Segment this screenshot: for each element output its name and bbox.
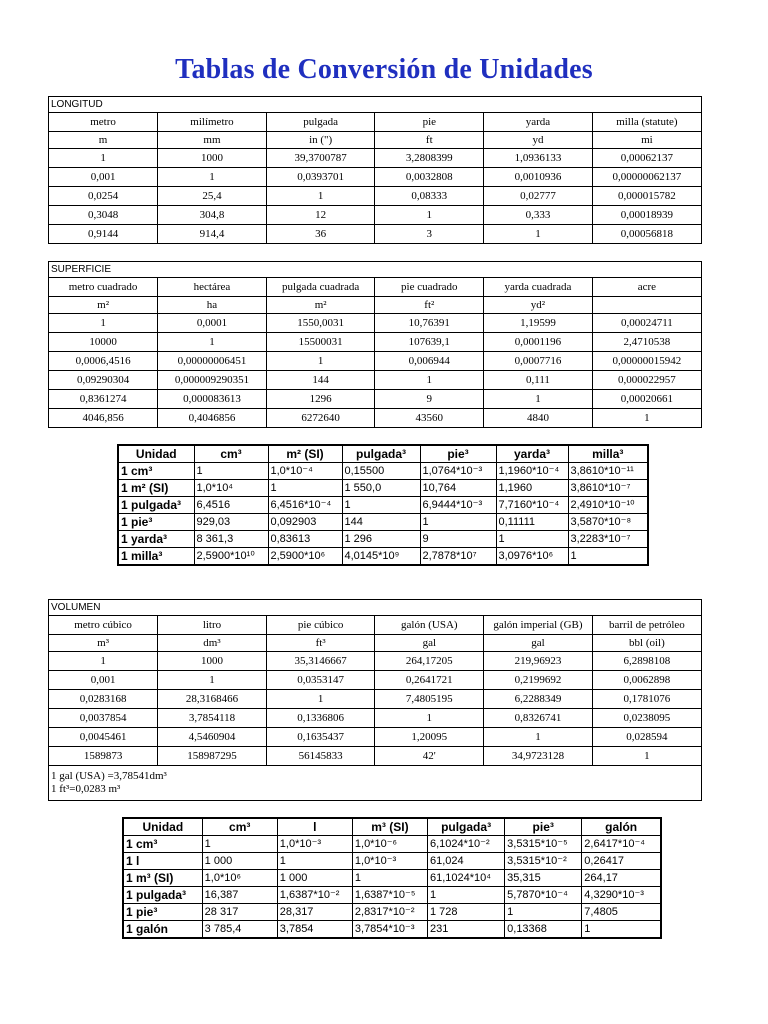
table-row [49, 149, 701, 168]
table-cell: 1 [484, 390, 593, 409]
table-cell: 3,5870*10⁻⁸ [568, 514, 648, 531]
column-header: metro cúbico [49, 616, 158, 635]
table-cell: 1550,0031 [266, 314, 375, 333]
table-cell: 0,333 [484, 206, 593, 225]
table-cell: 56145833 [266, 747, 375, 766]
table-cell: 42' [375, 747, 484, 766]
volumen-notes [49, 766, 701, 800]
unit-cell: mi [592, 132, 701, 149]
column-header: m² (SI) [268, 445, 342, 463]
table-row [118, 480, 648, 497]
table-cell: 12 [266, 206, 375, 225]
table-row [49, 352, 701, 371]
table-cell: 0,83613 [268, 531, 342, 548]
unit-cell: ft³ [266, 635, 375, 652]
table-cell: 264,17 [582, 870, 661, 887]
row-label: 1 yarda³ [118, 531, 194, 548]
table-cell: 0,000009290351 [158, 371, 267, 390]
table-cell: 1 [268, 480, 342, 497]
table-cell: 1 [352, 870, 427, 887]
table-row [49, 187, 701, 206]
table-cell: 0,0001 [158, 314, 267, 333]
table-cell: 0,111 [484, 371, 593, 390]
table-cell: 28,317 [277, 904, 352, 921]
table-cell: 0,000022957 [592, 371, 701, 390]
table-cell: 1,6387*10⁻⁵ [352, 887, 427, 904]
table-cell: 2,5900*10⁶ [268, 548, 342, 566]
table-row [123, 870, 661, 887]
table-cell: 35,315 [505, 870, 582, 887]
table-cell: 0,11111 [496, 514, 568, 531]
table-cell: 0,8326741 [484, 709, 593, 728]
table-row [49, 690, 701, 709]
table-cell: 0,006944 [375, 352, 484, 371]
table-cell: 0,0254 [49, 187, 158, 206]
column-header: l [277, 818, 352, 836]
table-cell: 3,7854*10⁻³ [352, 921, 427, 939]
column-header: galón imperial (GB) [484, 616, 593, 635]
table-cell: 28 317 [202, 904, 277, 921]
table-cell: 0,001 [49, 168, 158, 187]
longitud-table [49, 113, 701, 243]
table-cell: 0,9144 [49, 225, 158, 244]
table-row [49, 652, 701, 671]
table-cell: 0,0283168 [49, 690, 158, 709]
table-cell: 4840 [484, 409, 593, 428]
section-label-volumen: VOLUMEN [49, 600, 701, 616]
row-label: 1 pie³ [118, 514, 194, 531]
table-cell: 10000 [49, 333, 158, 352]
table-cell: 1 [568, 548, 648, 566]
table-cell: 1 000 [277, 870, 352, 887]
table-cell: 1 [158, 671, 267, 690]
table-cell: 8 361,3 [194, 531, 268, 548]
column-header: pie³ [505, 818, 582, 836]
table-cell: 3,5315*10⁻⁵ [505, 836, 582, 853]
table-cell: 3 785,4 [202, 921, 277, 939]
table-cell: 0,00000062137 [592, 168, 701, 187]
table-cell: 1 [375, 709, 484, 728]
table-cell: 3,2808399 [375, 149, 484, 168]
table-cell: 43560 [375, 409, 484, 428]
page-title: Tablas de Conversión de Unidades [175, 54, 593, 85]
unit-row [49, 132, 701, 149]
table-cell: 1 [420, 514, 496, 531]
table-row [49, 728, 701, 747]
table-cell: 3 [375, 225, 484, 244]
table-row [49, 206, 701, 225]
table-cell: 3,8610*10⁻⁷ [568, 480, 648, 497]
table-cell: 1 [505, 904, 582, 921]
volumen-table-box [48, 599, 702, 801]
table-cell: 231 [428, 921, 505, 939]
table-cell: 0,0062898 [592, 671, 701, 690]
table-cell: 10,764 [420, 480, 496, 497]
table-cell: 264,17205 [375, 652, 484, 671]
unit-cell: m [49, 132, 158, 149]
table-cell: 4,5460904 [158, 728, 267, 747]
unit-cell: gal [375, 635, 484, 652]
column-header: galón [582, 818, 661, 836]
table-cell: 0,001 [49, 671, 158, 690]
table-cell: 1 [582, 921, 661, 939]
unit-cell [592, 297, 701, 314]
superficie-table [49, 278, 701, 427]
table-cell: 0,4046856 [158, 409, 267, 428]
column-header: metro cuadrado [49, 278, 158, 297]
note-line: 1 ft³=0,0283 m³ [51, 783, 121, 795]
table-cell: 0,0001196 [484, 333, 593, 352]
unit-cell: mm [158, 132, 267, 149]
table-cell: 1 550,0 [342, 480, 420, 497]
superficie-table-box [48, 261, 702, 428]
table-cell: 0,0007716 [484, 352, 593, 371]
table-cell: 1,0*10⁶ [202, 870, 277, 887]
table-cell: 10,76391 [375, 314, 484, 333]
unit-cell: dm³ [158, 635, 267, 652]
table-cell: 1 [342, 497, 420, 514]
table-cell: 1 [375, 206, 484, 225]
column-header: yarda³ [496, 445, 568, 463]
row-label: 1 pulgada³ [118, 497, 194, 514]
table-cell: 0,00000015942 [592, 352, 701, 371]
unit-cell: in (") [266, 132, 375, 149]
table-cell: 1 [375, 371, 484, 390]
unit-cell: gal [484, 635, 593, 652]
table-cell: 1 296 [342, 531, 420, 548]
row-label: 1 cm³ [123, 836, 202, 853]
table-cell: 3,8610*10⁻¹¹ [568, 463, 648, 480]
table-row [49, 747, 701, 766]
table-cell: 2,4710538 [592, 333, 701, 352]
table-cell: 0,092903 [268, 514, 342, 531]
column-header: pulgada [266, 113, 375, 132]
section-label-superficie: SUPERFICIE [49, 262, 701, 278]
table-cell: 929,03 [194, 514, 268, 531]
table-cell: 1 [428, 887, 505, 904]
row-label: 1 pie³ [123, 904, 202, 921]
header-row [49, 113, 701, 132]
table-cell: 7,7160*10⁻⁴ [496, 497, 568, 514]
table-cell: 3,0976*10⁶ [496, 548, 568, 566]
column-header: Unidad [118, 445, 194, 463]
column-header: pulgada³ [428, 818, 505, 836]
table-cell: 1,0*10⁻⁴ [268, 463, 342, 480]
table-cell: 7,4805195 [375, 690, 484, 709]
row-label: 1 cm³ [118, 463, 194, 480]
table-cell: 0,08333 [375, 187, 484, 206]
table-cell: 0,1336806 [266, 709, 375, 728]
table-row [49, 409, 701, 428]
volume-unit-table [122, 817, 662, 939]
column-header: pie [375, 113, 484, 132]
table-cell: 0,0010936 [484, 168, 593, 187]
table-cell: 1000 [158, 149, 267, 168]
table-cell: 1,0936133 [484, 149, 593, 168]
table-cell: 34,9723128 [484, 747, 593, 766]
table-cell: 15500031 [266, 333, 375, 352]
table-cell: 1 [158, 168, 267, 187]
table-cell: 1 [49, 314, 158, 333]
header-row [123, 818, 661, 836]
table-cell: 0,1781076 [592, 690, 701, 709]
table-row [49, 390, 701, 409]
table-cell: 25,4 [158, 187, 267, 206]
table-cell: 1 728 [428, 904, 505, 921]
table-cell: 2,6417*10⁻⁴ [582, 836, 661, 853]
unit-cell: yd [484, 132, 593, 149]
table-row [123, 904, 661, 921]
table-cell: 1,0*10⁻³ [277, 836, 352, 853]
table-row [49, 709, 701, 728]
table-cell: 6,4516 [194, 497, 268, 514]
unit-cell: bbl (oil) [592, 635, 701, 652]
table-cell: 35,3146667 [266, 652, 375, 671]
table-cell: 0,0353147 [266, 671, 375, 690]
table-cell: 1 [202, 836, 277, 853]
table-cell: 1 [496, 531, 568, 548]
table-row [118, 514, 648, 531]
column-header: pie cúbico [266, 616, 375, 635]
column-header: cm³ [194, 445, 268, 463]
table-cell: 0,028594 [592, 728, 701, 747]
table-cell: 6272640 [266, 409, 375, 428]
column-header: milla³ [568, 445, 648, 463]
table-cell: 0,2641721 [375, 671, 484, 690]
column-header: m³ (SI) [352, 818, 427, 836]
table-cell: 0,000015782 [592, 187, 701, 206]
table-cell: 1 [277, 853, 352, 870]
table-cell: 1,20095 [375, 728, 484, 747]
table-cell: 3,7854118 [158, 709, 267, 728]
unit-cell: m³ [49, 635, 158, 652]
table-cell: 0,26417 [582, 853, 661, 870]
table-cell: 0,13368 [505, 921, 582, 939]
section-label-longitud: LONGITUD [49, 97, 701, 113]
table-cell: 6,4516*10⁻⁴ [268, 497, 342, 514]
table-cell: 3,2283*10⁻⁷ [568, 531, 648, 548]
table-cell: 9 [420, 531, 496, 548]
table-cell: 1 [49, 652, 158, 671]
unit-cell: m² [266, 297, 375, 314]
table-cell: 0,00000006451 [158, 352, 267, 371]
table-row [49, 333, 701, 352]
table-cell: 6,9444*10⁻³ [420, 497, 496, 514]
table-cell: 1,19599 [484, 314, 593, 333]
column-header: hectárea [158, 278, 267, 297]
table-cell: 1 [266, 187, 375, 206]
table-row [49, 225, 701, 244]
column-header: pie³ [420, 445, 496, 463]
table-cell: 3,5315*10⁻² [505, 853, 582, 870]
table-cell: 28,3168466 [158, 690, 267, 709]
table-cell: 1,1960*10⁻⁴ [496, 463, 568, 480]
row-label: 1 pulgada³ [123, 887, 202, 904]
table-cell: 1 [644, 411, 650, 424]
column-header: Unidad [123, 818, 202, 836]
table-cell: 3,7854 [277, 921, 352, 939]
table-cell: 1 [644, 749, 650, 762]
table-cell: 0,0006,4516 [49, 352, 158, 371]
table-cell: 0,0393701 [266, 168, 375, 187]
table-cell: 1296 [266, 390, 375, 409]
table-row [49, 168, 701, 187]
table-cell: 61,1024*10⁴ [428, 870, 505, 887]
table-cell: 4046,856 [49, 409, 158, 428]
table-cell: 304,8 [158, 206, 267, 225]
table-cell: 0,09290304 [49, 371, 158, 390]
table-row [118, 548, 648, 566]
table-cell: 0,15500 [342, 463, 420, 480]
unit-row [49, 635, 701, 652]
column-header: milla (statute) [592, 113, 701, 132]
row-label: 1 m² (SI) [118, 480, 194, 497]
column-header: barril de petróleo [592, 616, 701, 635]
row-label: 1 galón [123, 921, 202, 939]
table-cell: 2,7878*10⁷ [420, 548, 496, 566]
volumen-table [49, 616, 701, 766]
table-cell: 0,00020661 [592, 390, 701, 409]
table-cell: 61,024 [428, 853, 505, 870]
unit-cell: m² [49, 297, 158, 314]
table-cell: 0,0032808 [375, 168, 484, 187]
table-cell: 1,0*10⁻³ [352, 853, 427, 870]
table-cell: 1 [266, 352, 375, 371]
header-row [49, 616, 701, 635]
table-row [49, 314, 701, 333]
column-header: galón (USA) [375, 616, 484, 635]
column-header: milímetro [158, 113, 267, 132]
table-cell: 6,1024*10⁻² [428, 836, 505, 853]
column-header: metro [49, 113, 158, 132]
table-cell: 0,00018939 [592, 206, 701, 225]
column-header: pie cuadrado [375, 278, 484, 297]
table-cell: 107639,1 [375, 333, 484, 352]
column-header: acre [592, 278, 701, 297]
table-cell: 1 [266, 690, 375, 709]
table-cell: 6,2288349 [484, 690, 593, 709]
header-row [49, 278, 701, 297]
column-header: pulgada³ [342, 445, 420, 463]
table-row [118, 497, 648, 514]
table-cell: 6,2898108 [592, 652, 701, 671]
table-row [123, 921, 661, 939]
unit-cell: ha [158, 297, 267, 314]
table-cell: 0,0045461 [49, 728, 158, 747]
table-cell: 0,3048 [49, 206, 158, 225]
table-cell: 1,0*10⁴ [194, 480, 268, 497]
table-cell: 36 [266, 225, 375, 244]
table-cell: 4,3290*10⁻³ [582, 887, 661, 904]
table-cell: 0,2199692 [484, 671, 593, 690]
table-row [49, 371, 701, 390]
table-cell: 144 [266, 371, 375, 390]
table-cell: 0,00056818 [620, 227, 674, 240]
table-cell: 0,000083613 [158, 390, 267, 409]
column-header: cm³ [202, 818, 277, 836]
table-row [123, 836, 661, 853]
table-cell: 144 [342, 514, 420, 531]
table-row [123, 887, 661, 904]
row-label: 1 milla³ [118, 548, 194, 566]
table-cell: 219,96923 [484, 652, 593, 671]
table-cell: 1 [194, 463, 268, 480]
row-label: 1 l [123, 853, 202, 870]
table-cell: 1 000 [202, 853, 277, 870]
column-header: yarda cuadrada [484, 278, 593, 297]
header-row [118, 445, 648, 463]
table-cell: 1,6387*10⁻² [277, 887, 352, 904]
table-cell: 0,8361274 [49, 390, 158, 409]
table-cell: 7,4805 [582, 904, 661, 921]
table-cell: 1,1960 [496, 480, 568, 497]
column-header: litro [158, 616, 267, 635]
row-label: 1 m³ (SI) [123, 870, 202, 887]
table-cell: 0,00062137 [592, 149, 701, 168]
unit-cell: ft [375, 132, 484, 149]
table-cell: 0,0037854 [49, 709, 158, 728]
table-cell: 1000 [158, 652, 267, 671]
table-cell: 2,8317*10⁻² [352, 904, 427, 921]
table-row [118, 531, 648, 548]
note-line: 1 gal (USA) =3,78541dm³ [51, 770, 167, 782]
table-cell: 16,387 [202, 887, 277, 904]
table-cell: 158987295 [158, 747, 267, 766]
area-unit-table [117, 444, 649, 566]
unit-cell: yd² [484, 297, 593, 314]
column-header: pulgada cuadrada [266, 278, 375, 297]
table-cell: 1589873 [49, 747, 158, 766]
table-cell: 1 [484, 225, 593, 244]
table-cell: 1 [484, 728, 593, 747]
table-cell: 1 [49, 149, 158, 168]
table-cell: 2,4910*10⁻¹⁰ [568, 497, 648, 514]
unit-cell: ft² [375, 297, 484, 314]
table-cell: 1,0*10⁻⁶ [352, 836, 427, 853]
table-cell: 5,7870*10⁻⁴ [505, 887, 582, 904]
table-cell: 0,0238095 [592, 709, 701, 728]
table-cell: 1,0764*10⁻³ [420, 463, 496, 480]
unit-row [49, 297, 701, 314]
table-cell: 9 [375, 390, 484, 409]
table-cell: 914,4 [158, 225, 267, 244]
table-cell: 0,1635437 [266, 728, 375, 747]
table-cell: 39,3700787 [266, 149, 375, 168]
table-cell: 1 [158, 333, 267, 352]
table-cell: 0,02777 [484, 187, 593, 206]
longitud-table-box [48, 96, 702, 244]
table-cell: 2,5900*10¹⁰ [194, 548, 268, 566]
column-header: yarda [484, 113, 593, 132]
table-cell: 4,0145*10⁹ [342, 548, 420, 566]
table-cell: 0,00024711 [592, 314, 701, 333]
table-row [123, 853, 661, 870]
table-row [118, 463, 648, 480]
table-row [49, 671, 701, 690]
